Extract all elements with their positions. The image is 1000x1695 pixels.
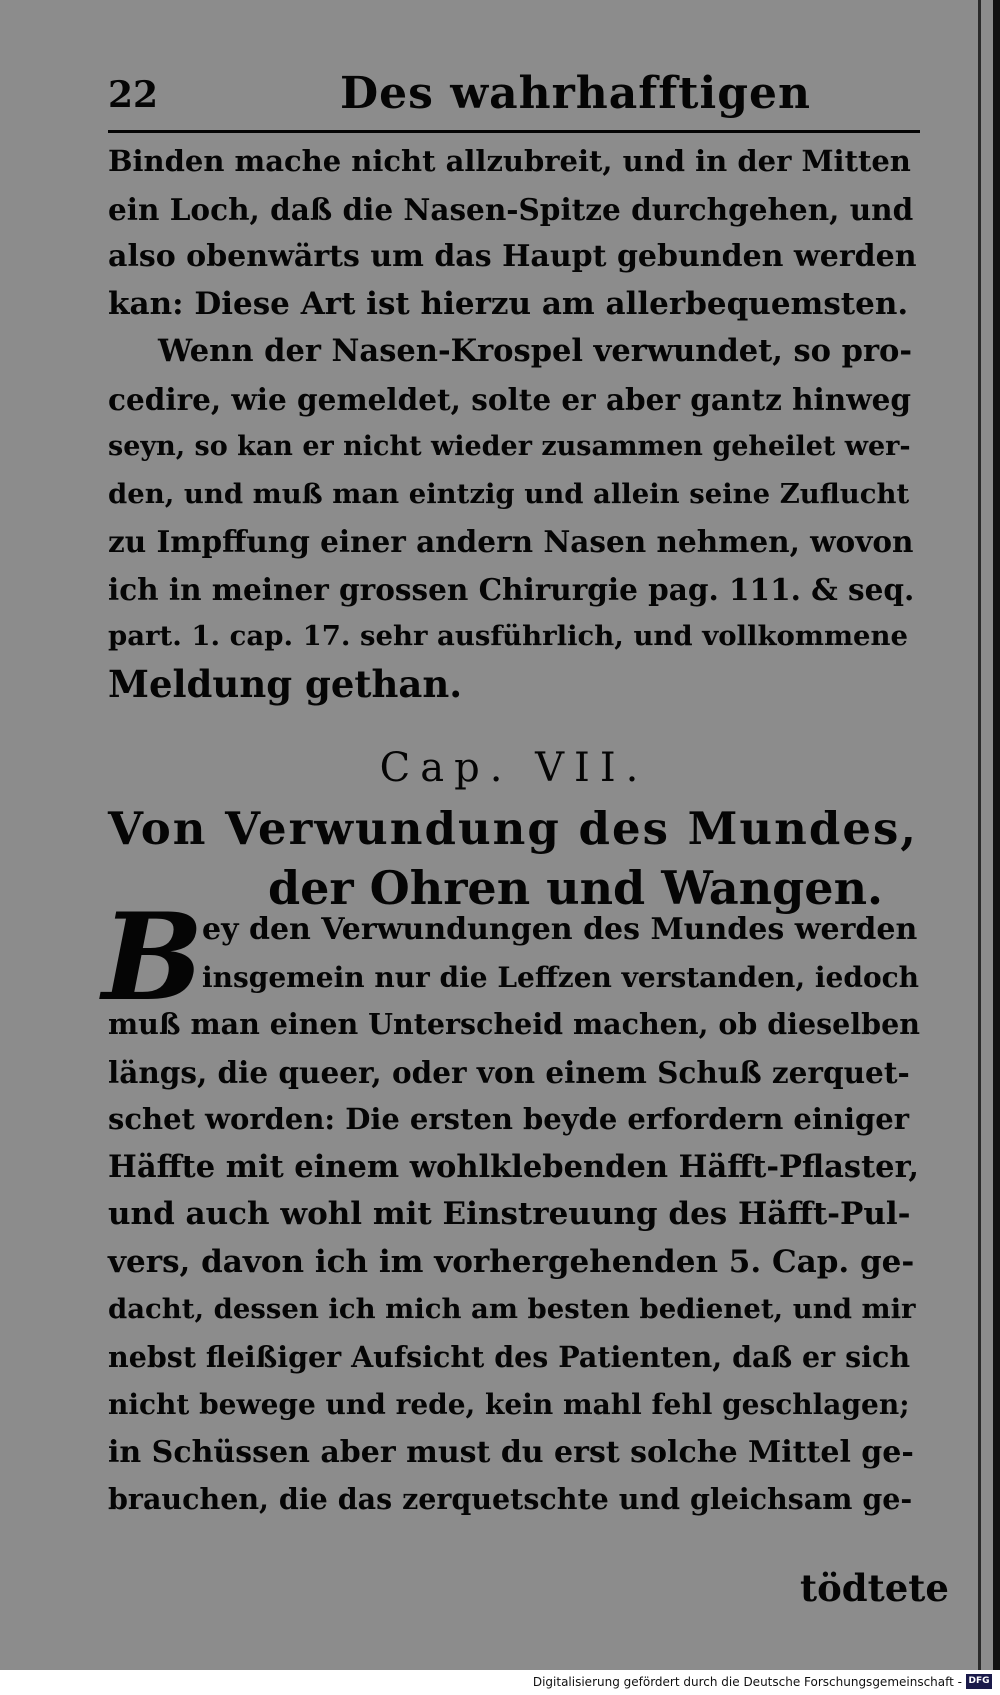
page-number: 22 [108,74,159,116]
dfg-logo-icon: DFG [966,1674,992,1689]
text-line: vers, davon ich im vorhergehenden 5. Cap. ge- [108,1243,915,1280]
text-line: kan: Diese Art ist hierzu am allerbequemsten. [108,285,909,322]
text-line: ich in meiner grossen Chirurgie pag. 111. & seq. [108,571,915,607]
chapter-title-line-1: Von Verwundung des Mundes, [108,802,918,855]
text-line: zu Impffung einer andern Nasen nehmen, wovon [108,524,914,559]
body-text-section-1 [108,138,920,708]
digitization-footer [0,1670,1000,1695]
chapter-label: Cap. VII. [379,745,649,791]
text-line: brauchen, die das zerquetschte und gleichsam ge- [108,1482,913,1516]
text-line: Wenn der Nasen-Krospel verwundet, so pro- [158,333,913,369]
text-line: Meldung gethan. [108,661,463,706]
page-header [108,68,920,128]
text-line: in Schüssen aber must du erst solche Mittel ge- [108,1434,914,1470]
text-line: dacht, dessen ich mich am besten bedienet, und mir [108,1293,916,1325]
text-line: insgemein nur die Leffzen verstanden, iedoch [202,960,920,994]
text-line: den, und muß man eintzig und allein seine Zuflucht [108,477,910,510]
running-title: Des wahrhafftigen [340,68,811,119]
text-line: schet worden: Die ersten beyde erfordern einiger [108,1102,909,1136]
funding-credit: Digitalisierung gefördert durch die Deutsche Forschungsgemeinschaft - [532,1675,962,1689]
text-line: muß man einen Unterscheid machen, ob dieselben [108,1007,920,1041]
text-line: also obenwärts um das Haupt gebunden werden [108,239,917,274]
text-line: nicht bewege und rede, kein mahl fehl geschlagen; [108,1388,910,1421]
text-line: seyn, so kan er nicht wieder zusammen geheilet wer- [108,431,911,462]
page-edge [993,0,1000,1670]
text-line: Binden mache nicht allzubreit, und in der Mitten [108,144,911,178]
drop-cap: B [102,887,204,1028]
text-line: längs, die queer, oder von einem Schuß zerquet- [108,1054,910,1090]
text-line: Häffte mit einem wohlklebenden Häfft-Pflaster, [108,1148,920,1185]
text-line: nebst fleißiger Aufsicht des Patienten, daß er sich [108,1339,911,1374]
text-line: cedire, wie gemeldet, solte er aber gantz hinweg [108,381,911,417]
text-line: ein Loch, daß die Nasen-Spitze durchgehen, und [108,191,914,227]
header-rule [108,130,920,133]
page-gutter-shadow [978,0,981,1670]
text-line: ey den Verwundungen des Mundes werden [202,912,918,947]
chapter-title [108,796,920,914]
text-line: und auch wohl mit Einstreuung des Häfft-Pul- [108,1196,911,1232]
chapter-title-line-2: der Ohren und Wangen. [268,861,884,915]
catchword: tödtete [800,1566,949,1610]
text-line: part. 1. cap. 17. sehr ausführlich, und vollkommene [108,620,909,652]
